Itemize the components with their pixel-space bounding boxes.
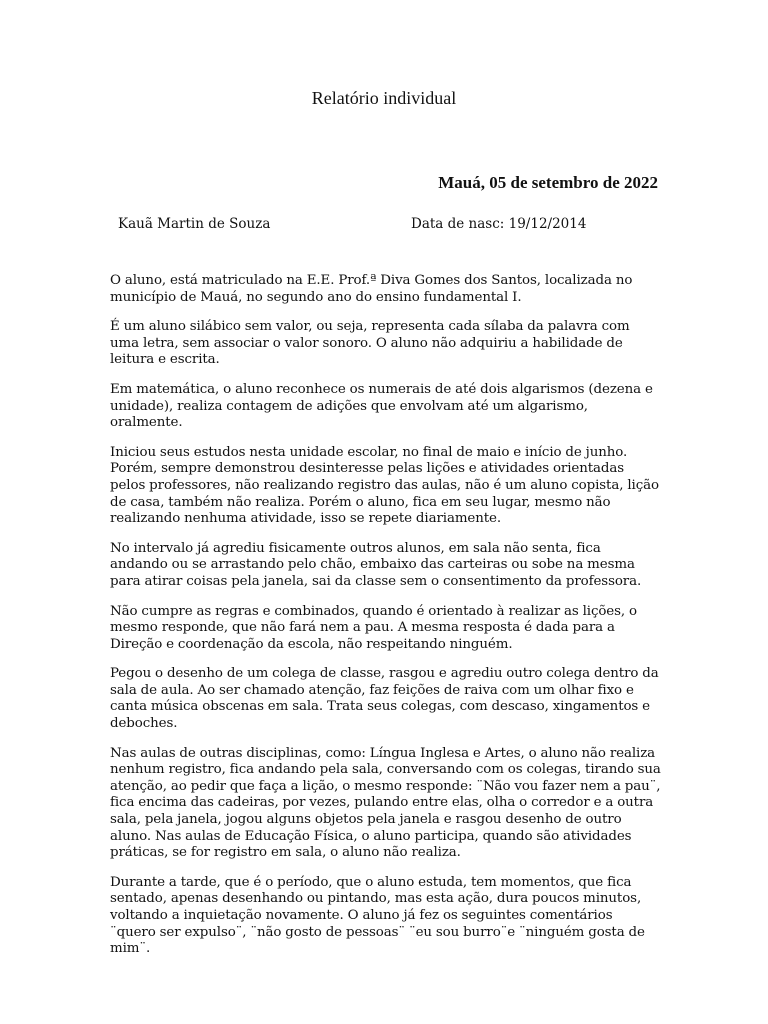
student-info-row: [0, 214, 768, 234]
report-paragraph: Pegou o desenho de um colega de classe, rasgou e agrediu outro colega dentro da sala de aula. Ao ser chamado atenção, faz feições de raiva com um olhar fixo e canta música obscenas em sala. Trata seus colegas, com descaso, xingamentos e deboches.: [110, 666, 659, 732]
report-paragraph: Em matemática, o aluno reconhece os numerais de até dois algarismos (dezena e unidade), realiza contagem de adições que envolvam até um algarismo, oralmente.: [110, 381, 653, 431]
report-paragraph: Durante a tarde, que é o período, que o aluno estuda, tem momentos, que fica sentado, apenas desenhando ou pintando, mas esta ação, dura poucos minutos, voltando a inquietação novamente. O aluno já fez os seguintes comentários ¨quero ser expulso¨, ¨não gosto de pessoas¨ ¨eu sou burro¨e ¨ninguém gosta de mim¨.: [110, 874, 645, 957]
student-birth-date: Data de nasc: 19/12/2014: [411, 216, 587, 232]
report-paragraph: É um aluno silábico sem valor, ou seja, representa cada sílaba da palavra com uma letra, sem associar o valor sonoro. O aluno não adquiriu a habilidade de leitura e escrita.: [110, 319, 630, 368]
document-dateline: Mauá, 05 de setembro de 2022: [438, 173, 658, 192]
report-paragraph: Não cumpre as regras e combinados, quando é orientado à realizar as lições, o mesmo responde, que não fará nem a pau. A mesma resposta é dada para a Direção e coordenação da escola, não respeitando ninguém.: [110, 603, 637, 652]
report-paragraph: Iniciou seus estudos nesta unidade escolar, no final de maio e início de junho. Porém, sempre demonstrou desinteresse pelas lições e atividades orientadas pelos professores, não realizando registro das aulas, não é um aluno copista, lição de casa, também não realiza. Porém o aluno, fica em seu lugar, mesmo não realizando nenhuma atividade, isso se repete diariamente.: [110, 444, 659, 527]
report-paragraph: O aluno, está matriculado na E.E. Prof.ª Diva Gomes dos Santos, localizada no município de Mauá, no segundo ano do ensino fundamental I.: [110, 273, 633, 305]
report-body: [110, 273, 662, 971]
report-paragraph: Nas aulas de outras disciplinas, como: Língua Inglesa e Artes, o aluno não realiza nenhum registro, fica andando pela sala, conversando com os colegas, tirando sua atenção, ao pedir que faça a lição, o mesmo responde: ¨Não vou fazer nem a pau¨, fica encima das cadeiras, por vezes, pulando entre elas, olha o corredor e a outra sala, pela janela, jogou alguns objetos pela janela e rasgou desenho de outro aluno. Nas aulas de Educação Física, o aluno participa, quando são atividades práticas, se for registro em sala, o aluno não realiza.: [110, 745, 661, 861]
student-name: Kauã Martin de Souza: [118, 216, 271, 232]
report-paragraph: No intervalo já agrediu fisicamente outros alunos, em sala não senta, fica andando ou se arrastando pelo chão, embaixo das carteiras ou sobe na mesma para atirar coisas pela janela, sai da classe sem o consentimento da professora.: [110, 540, 642, 589]
document-title: Relatório individual: [311, 88, 457, 108]
